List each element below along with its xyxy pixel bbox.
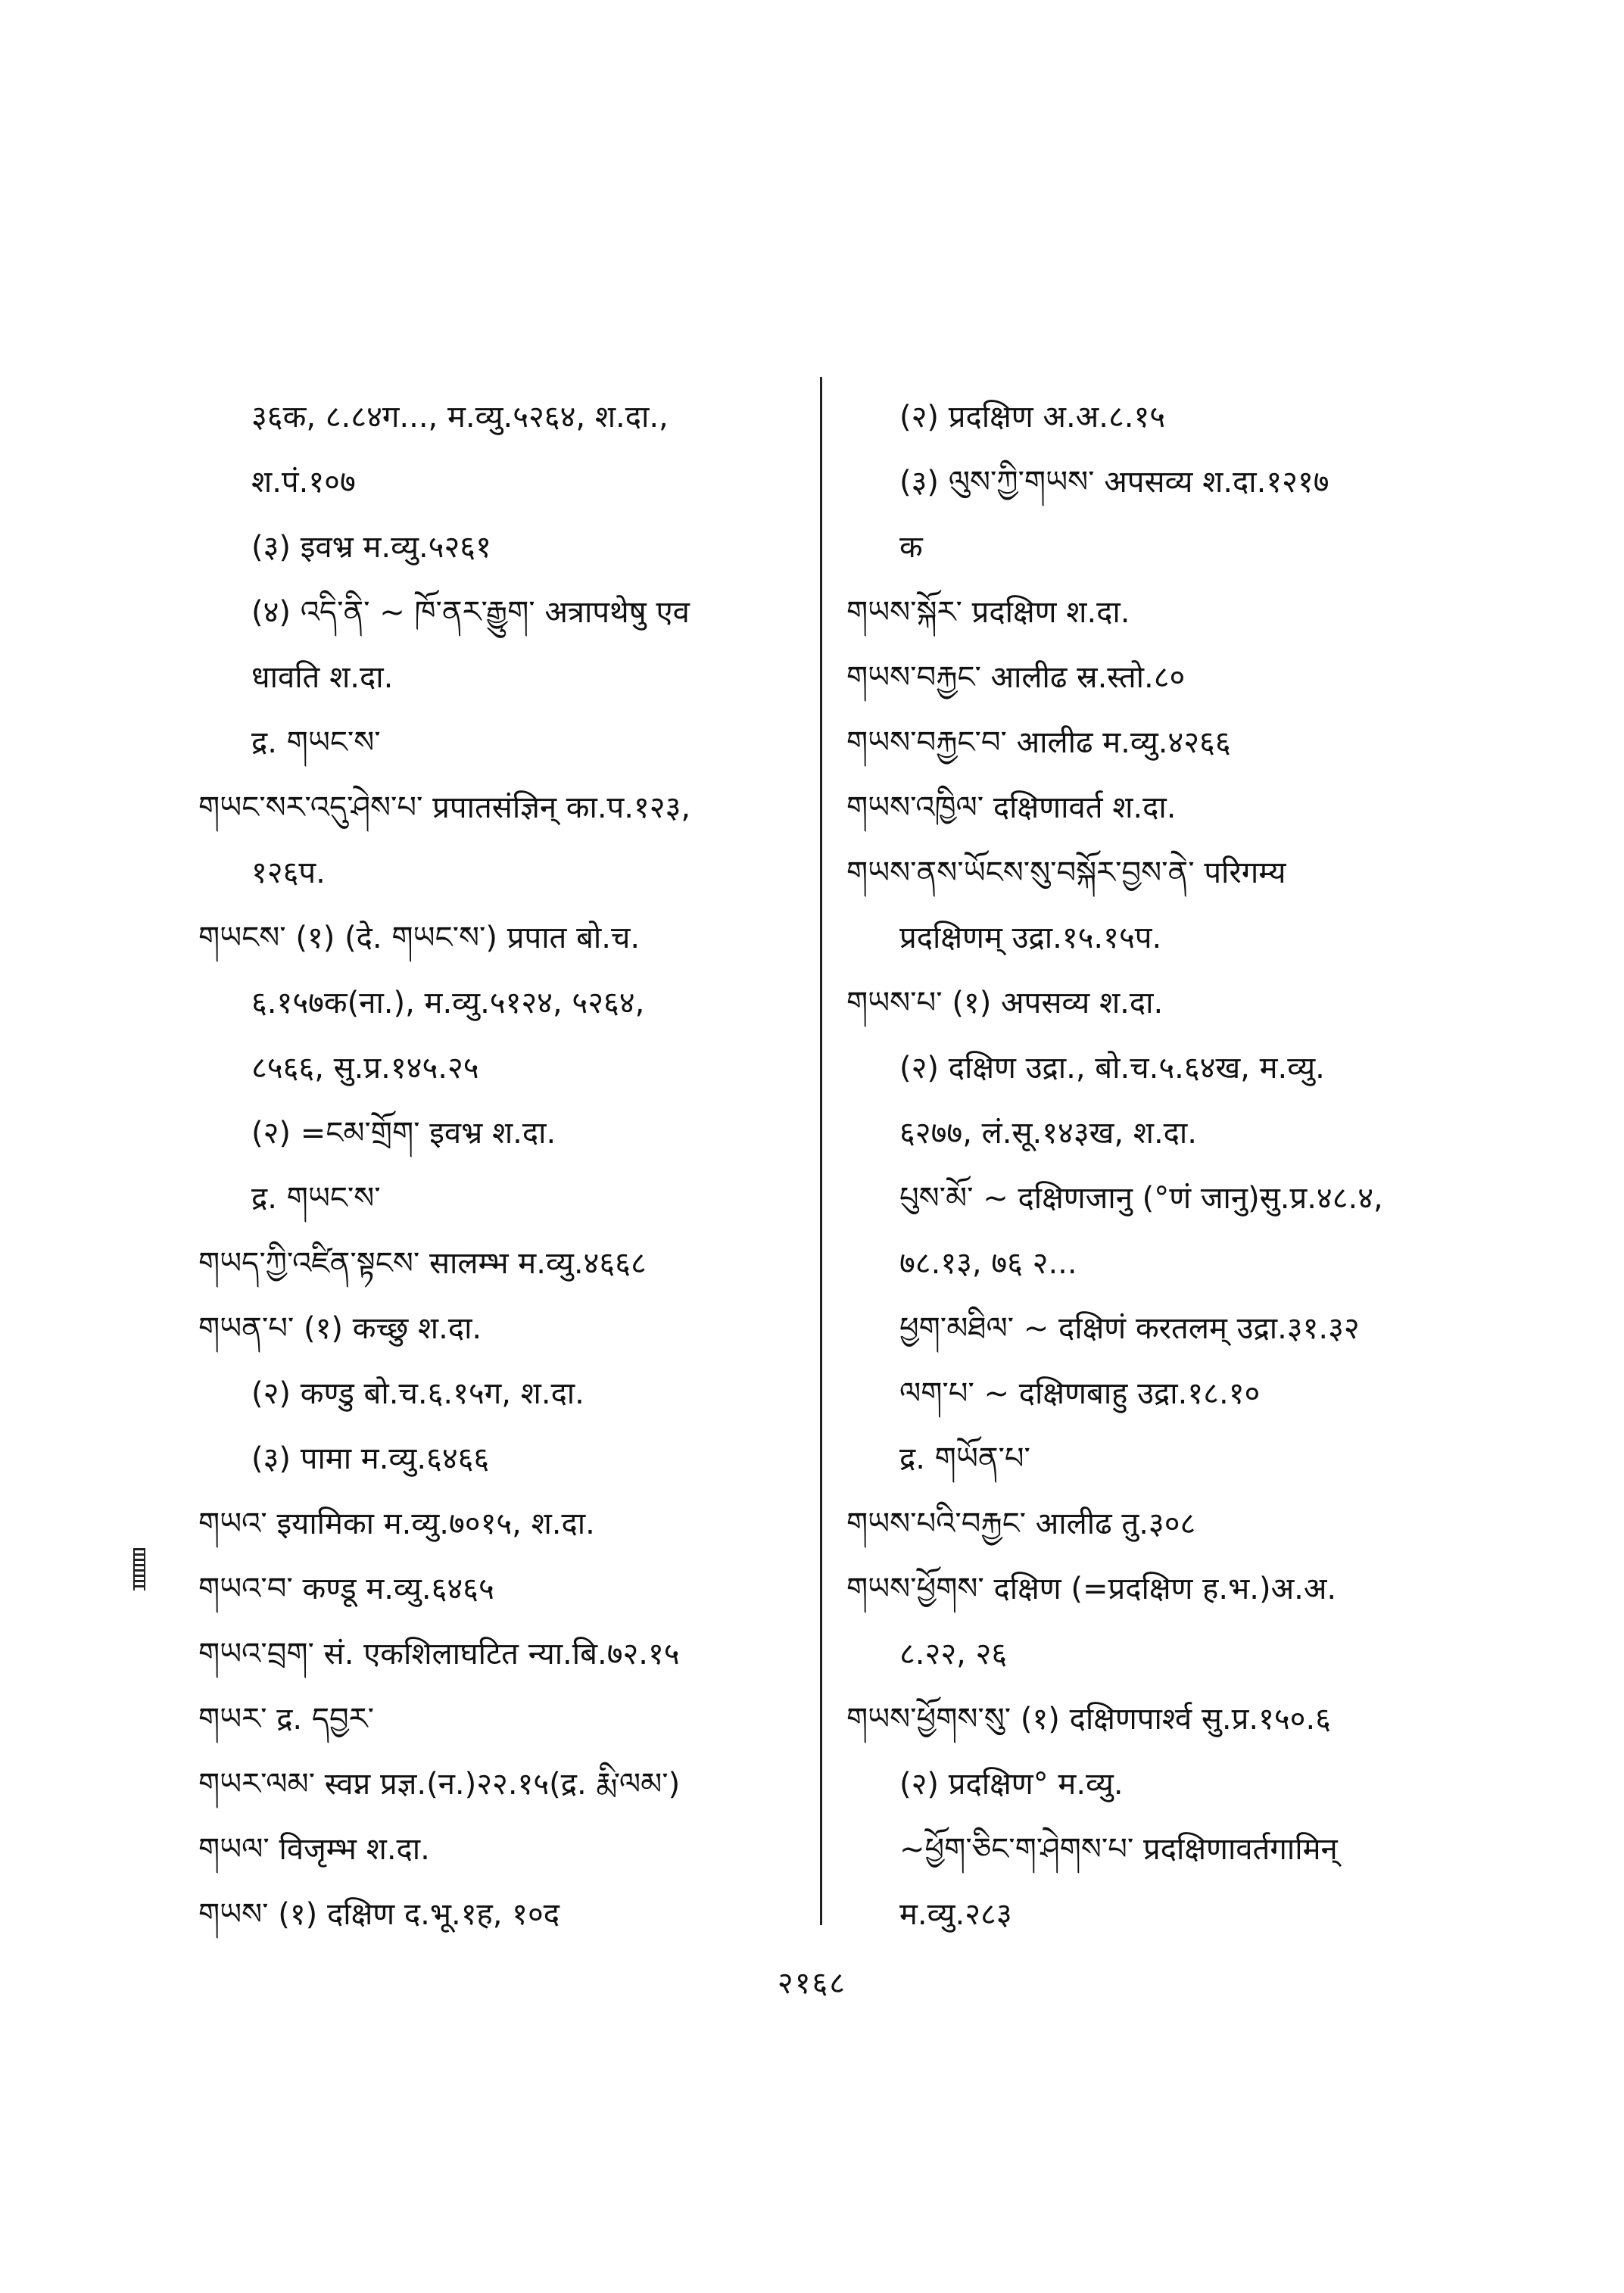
left-column xyxy=(198,385,849,1947)
dictionary-line: (२) =ངམ་གྲོག་ इवभ्र श.दा. xyxy=(251,1116,556,1151)
dictionary-line: གཡས་པའི་བརྐྱང་ आलीढ तु.३०८ xyxy=(846,1506,1196,1541)
dictionary-line: གཡས་བརྐྱང་ आलीढ स्र.स्तो.८० xyxy=(846,660,1186,695)
dictionary-line: གཡས་ཕྱོགས་ दक्षिण (=प्रदक्षिण ह.भ.)अ.अ. xyxy=(846,1572,1337,1606)
dictionary-line: ६२७७, लं.सू.१४३ख, श.दा. xyxy=(899,1116,1197,1151)
dictionary-line: क xyxy=(899,530,923,565)
dictionary-line: གཡས་སྐོར་ प्रदक्षिण श.दा. xyxy=(846,595,1130,630)
dictionary-line: གཡང་སར་འདུ་ཤེས་པ་ प्रपातसंज्ञिन् का.प.१२३, xyxy=(198,790,691,825)
dictionary-line: ८५६६, सु.प्र.१४५.२५ xyxy=(251,1051,479,1086)
dictionary-line: (२) प्रदक्षिण अ.अ.८.१५ xyxy=(899,400,1166,435)
dictionary-line: ལག་པ་ ~ दक्षिणबाहु उद्रा.१८.१० xyxy=(899,1376,1261,1411)
dictionary-line: གཡས་བརྐྱང་བ་ आलीढ म.व्यु.४२६६ xyxy=(846,725,1231,760)
dictionary-line: प्रदक्षिणम् उद्रा.१५.१५प. xyxy=(899,921,1162,955)
dictionary-line: द्र. གཡང་ས་ xyxy=(251,1181,381,1216)
dictionary-line: གཡས་ནས་ཡོངས་སུ་བསྐོར་བྱས་ནེ་ परिगम्य xyxy=(846,855,1286,890)
dictionary-line: १२६प. xyxy=(251,855,326,890)
dictionary-line: པུས་མོ་ ~ दक्षिणजानु (°णं जानु)सु.प्र.४८.४, xyxy=(899,1181,1383,1216)
dictionary-line: གཡའ་བ་ कण्डू म.व्यु.६४६५ xyxy=(198,1572,494,1606)
dictionary-line: धावति श.दा. xyxy=(251,660,394,695)
dictionary-line: གཡས་འཁྱིལ་ दक्षिणावर्त श.दा. xyxy=(846,790,1177,825)
dictionary-line: (२) प्रदक्षिण° म.व्यु. xyxy=(899,1767,1124,1802)
dictionary-line: གཡའ་ इयामिका म.व्यु.७०१५, श.दा. xyxy=(198,1506,595,1541)
dictionary-line: ཕྱག་མཐིལ་ ~ दक्षिणं करतलम् उद्रा.३१.३२ xyxy=(899,1311,1360,1346)
dictionary-line: म.व्यु.२८३ xyxy=(899,1897,1012,1932)
dictionary-line: (२) कण्डु बो.च.६.१५ग, श.दा. xyxy=(251,1376,584,1411)
dictionary-line: གཡས་ཕྱོགས་སུ་ (१) दक्षिणपार्श्व सु.प्र.१५०.६ xyxy=(846,1702,1331,1737)
right-column xyxy=(846,385,1498,1947)
column-divider xyxy=(820,377,822,1925)
dictionary-line: གཡལ་ विजृम्भ श.दा. xyxy=(198,1832,430,1867)
margin-mark xyxy=(133,1548,145,1590)
dictionary-line: གཡངས་ (१) (दे. གཡང་ས་) प्रपात बो.च. xyxy=(198,921,641,955)
dictionary-line: (३) इवभ्र म.व्यु.५२६१ xyxy=(251,530,491,565)
dictionary-line: གཡར་ द्र. དབྱར་ xyxy=(198,1702,374,1737)
dictionary-line: ~ཕྱོག་ཅིང་ག་ཤེགས་པ་ प्रदक्षिणावर्तगामिन् xyxy=(899,1832,1338,1867)
dictionary-line: (३) पामा म.व्यु.६४६६ xyxy=(251,1441,490,1476)
dictionary-line: གཡན་པ་ (१) कच्छु श.दा. xyxy=(198,1311,482,1346)
dictionary-line: ८.२२, २६ xyxy=(899,1637,1008,1671)
dictionary-line: གཡའ་བྲག་ सं. एकशिलाघटित न्या.बि.७२.१५ xyxy=(198,1637,680,1671)
dictionary-line: द्र. གཡང་ས་ xyxy=(251,725,381,760)
dictionary-line: (४) འདི་ནི་ ~ ཁོ་ནར་རྒྱུག་ अत्रापथेषु एव xyxy=(251,595,690,630)
dictionary-line: (३) ལུས་ཀྱི་གཡས་ अपसव्य श.दा.१२१७ xyxy=(899,465,1329,500)
dictionary-line: གཡས་པ་ (१) अपसव्य श.दा. xyxy=(846,986,1164,1020)
dictionary-line: ६.१५७क(ना.), म.व्यु.५१२४, ५२६४, xyxy=(251,986,645,1020)
dictionary-line: श.पं.१०७ xyxy=(251,465,356,500)
dictionary-line: གཡར་ལམ་ स्वप्न प्रज्ञ.(न.)२२.१५(द्र. རྨི་ལམ་) xyxy=(198,1767,681,1802)
dictionary-line: གཡས་ (१) दक्षिण द.भू.१ह, १०द xyxy=(198,1897,560,1932)
dictionary-line: (२) दक्षिण उद्रा., बो.च.५.६४ख, म.व्यु. xyxy=(899,1051,1325,1086)
dictionary-line: ३६क, ८.८४ग..., म.व्यु.५२६४, श.दा., xyxy=(251,400,669,435)
page-number: २१६८ xyxy=(777,1966,847,2001)
dictionary-line: ७८.१३, ७६ २... xyxy=(899,1246,1077,1281)
dictionary-line: द्र. གཡོན་པ་ xyxy=(899,1441,1030,1476)
dictionary-line: གཡད་ཀྱི་འཛིན་སྟངས་ सालम्भ म.व्यु.४६६८ xyxy=(198,1246,647,1281)
